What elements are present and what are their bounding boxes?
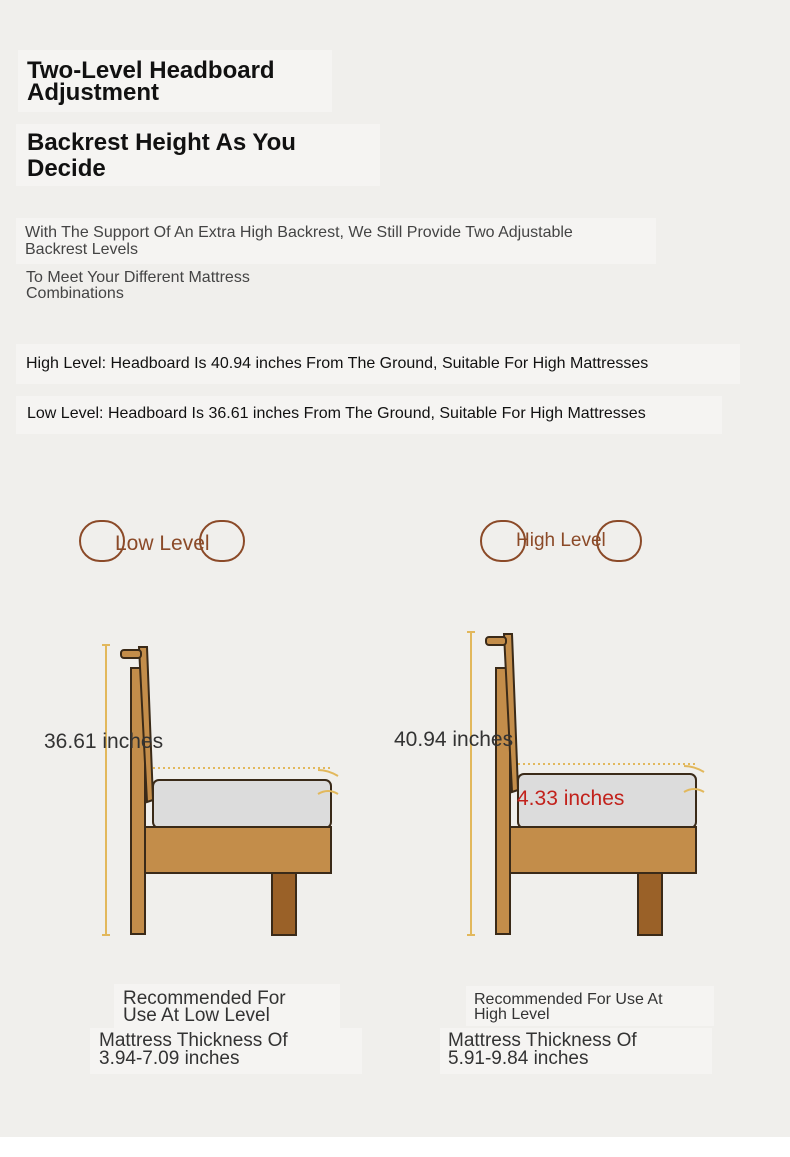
subtitle-line-1: Backrest Height As You: [27, 129, 296, 156]
low-mattress: [153, 780, 331, 828]
page-subtitle: [27, 130, 296, 182]
description-line-4: Combinations: [26, 285, 124, 302]
page-title: [27, 57, 275, 106]
high-level-bed-illustration: [395, 600, 790, 960]
high-bed-leg: [638, 873, 662, 935]
description-block-1: [25, 224, 573, 258]
spec-low-level: Low Level: Headboard Is 36.61 inches From The Ground, Suitable For High Mattresses: [27, 405, 646, 422]
description-line-3: To Meet Your Different Mattress: [26, 269, 250, 286]
low-thickness: [99, 1032, 288, 1068]
high-bed-frame: [510, 827, 696, 873]
high-recommendation: [474, 992, 663, 1022]
low-bed-leg: [272, 873, 296, 935]
high-height-measurement: 40.94 inches: [394, 728, 514, 751]
high-rec-line-2: High Level: [474, 1006, 550, 1023]
description-line-2: Backrest Levels: [25, 241, 138, 258]
description-block-2: [26, 270, 250, 302]
high-level-label: High Level: [516, 530, 606, 551]
high-thickness-line-2: 5.91-9.84 inches: [448, 1048, 589, 1069]
low-rec-line-1: Recommended For: [123, 988, 286, 1009]
low-bed-frame: [145, 827, 331, 873]
title-line-2: Adjustment: [27, 79, 159, 106]
low-level-bed-illustration: [0, 600, 395, 960]
high-mattress-measurement: 4.33 inches: [517, 787, 625, 810]
high-rec-line-1: Recommended For Use At: [474, 991, 663, 1008]
description-line-1: With The Support Of An Extra High Backrest, We Still Provide Two Adjustable: [25, 224, 573, 241]
low-thickness-line-2: 3.94-7.09 inches: [99, 1048, 240, 1069]
subtitle-line-2: Decide: [27, 155, 106, 182]
spec-high-level: High Level: Headboard Is 40.94 inches From The Ground, Suitable For High Mattresses: [26, 355, 649, 372]
high-thickness-line-1: Mattress Thickness Of: [448, 1030, 637, 1051]
low-rec-line-2: Use At Low Level: [123, 1005, 270, 1026]
low-recommendation: [123, 990, 286, 1024]
low-thickness-line-1: Mattress Thickness Of: [99, 1030, 288, 1051]
high-thickness: [448, 1032, 637, 1068]
low-height-measurement: 36.61 inches: [44, 730, 164, 753]
title-line-1: Two-Level Headboard: [27, 57, 275, 84]
low-level-label: Low Level: [115, 532, 210, 555]
